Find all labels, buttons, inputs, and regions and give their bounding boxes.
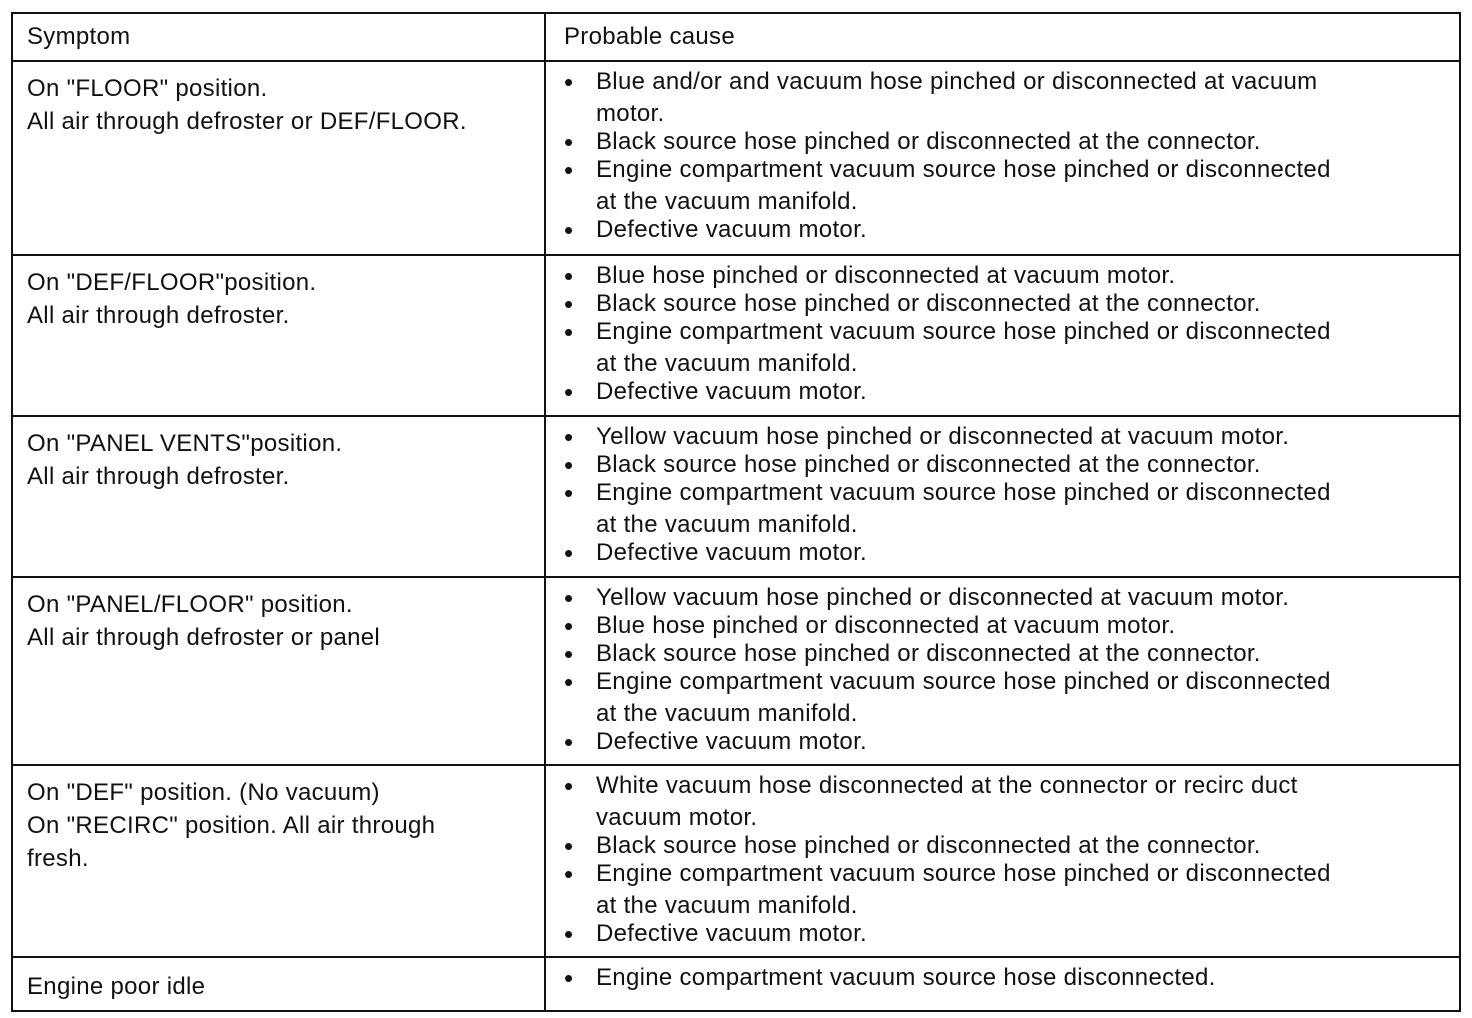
- table-row: [13, 60, 1459, 254]
- cause-text: at the vacuum manifold.: [596, 700, 858, 727]
- symptom-text: On "PANEL/FLOOR" position.: [27, 591, 353, 618]
- symptom-text: On "DEF/FLOOR"position.: [27, 269, 317, 296]
- cause-item: [564, 584, 1439, 612]
- probable-cause-cell: [546, 62, 1459, 254]
- cause-item: [564, 612, 1439, 640]
- cause-item: [564, 68, 1439, 128]
- cause-text: Engine compartment vacuum source hose pinched or disconnected: [596, 479, 1331, 506]
- table-body: [13, 60, 1459, 1010]
- symptom-text: All air through defroster or DEF/FLOOR.: [27, 108, 467, 135]
- cause-text: Blue hose pinched or disconnected at vacuum motor.: [596, 612, 1176, 639]
- table-row: [13, 576, 1459, 764]
- cause-text: Engine compartment vacuum source hose disconnected.: [596, 964, 1216, 991]
- cause-text: Yellow vacuum hose pinched or disconnected at vacuum motor.: [596, 423, 1290, 450]
- cause-text: Black source hose pinched or disconnected at the connector.: [596, 640, 1261, 667]
- cause-text: Engine compartment vacuum source hose pinched or disconnected: [596, 156, 1331, 183]
- cause-item: [564, 539, 1439, 567]
- cause-item: [564, 920, 1439, 948]
- cause-item: [564, 423, 1439, 451]
- symptom-cell: [13, 417, 546, 576]
- cause-text: Blue and/or and vacuum hose pinched or disconnected at vacuum: [596, 68, 1318, 95]
- cause-item: [564, 668, 1439, 728]
- header-probable-cause: Probable cause: [564, 23, 735, 50]
- symptom-text: fresh.: [27, 845, 89, 872]
- probable-cause-cell: [546, 256, 1459, 415]
- cause-item: [564, 378, 1439, 406]
- cause-text: at the vacuum manifold.: [596, 511, 858, 538]
- cause-text: Defective vacuum motor.: [596, 378, 868, 405]
- table-row: [13, 764, 1459, 956]
- symptom-cell: [13, 62, 546, 254]
- symptom-text: Engine poor idle: [27, 973, 206, 1000]
- cause-text: at the vacuum manifold.: [596, 892, 858, 919]
- cause-item: [564, 451, 1439, 479]
- symptom-cell: [13, 578, 546, 764]
- cause-list: [564, 423, 1439, 567]
- cause-item: [564, 832, 1439, 860]
- cause-text: Defective vacuum motor.: [596, 539, 868, 566]
- cause-list: [564, 68, 1439, 244]
- cause-item: [564, 216, 1439, 244]
- cause-item: [564, 640, 1439, 668]
- cause-item: [564, 772, 1439, 832]
- symptom-text: All air through defroster.: [27, 302, 290, 329]
- table-row: [13, 956, 1459, 1010]
- cause-item: [564, 728, 1439, 756]
- symptom-cell: [13, 256, 546, 415]
- troubleshooting-table: [11, 12, 1461, 1012]
- cause-text: motor.: [596, 100, 665, 127]
- cause-text: Blue hose pinched or disconnected at vacuum motor.: [596, 262, 1176, 289]
- symptom-text: On "DEF" position. (No vacuum): [27, 779, 380, 806]
- cause-text: Yellow vacuum hose pinched or disconnected at vacuum motor.: [596, 584, 1290, 611]
- cause-text: at the vacuum manifold.: [596, 350, 858, 377]
- cause-item: [564, 479, 1439, 539]
- cause-text: Defective vacuum motor.: [596, 216, 868, 243]
- cause-item: [564, 290, 1439, 318]
- cause-item: [564, 262, 1439, 290]
- cause-text: Engine compartment vacuum source hose pinched or disconnected: [596, 318, 1331, 345]
- cause-list: [564, 964, 1439, 992]
- symptom-text: All air through defroster.: [27, 463, 290, 490]
- cause-text: Black source hose pinched or disconnected at the connector.: [596, 832, 1261, 859]
- cause-text: vacuum motor.: [596, 804, 758, 831]
- cause-text: Defective vacuum motor.: [596, 920, 868, 947]
- cause-text: at the vacuum manifold.: [596, 188, 858, 215]
- probable-cause-cell: [546, 417, 1459, 576]
- cause-text: Defective vacuum motor.: [596, 728, 868, 755]
- cause-text: Black source hose pinched or disconnected at the connector.: [596, 290, 1261, 317]
- probable-cause-cell: [546, 958, 1459, 1010]
- table-header-row: [13, 14, 1459, 60]
- probable-cause-cell: [546, 578, 1459, 764]
- cause-text: White vacuum hose disconnected at the connector or recirc duct: [596, 772, 1298, 799]
- cause-text: Black source hose pinched or disconnected at the connector.: [596, 451, 1261, 478]
- cause-item: [564, 860, 1439, 920]
- cause-item: [564, 318, 1439, 378]
- table-row: [13, 254, 1459, 415]
- symptom-text: On "PANEL VENTS"position.: [27, 430, 343, 457]
- cause-item: [564, 964, 1439, 992]
- cause-text: Engine compartment vacuum source hose pinched or disconnected: [596, 668, 1331, 695]
- probable-cause-cell: [546, 766, 1459, 956]
- header-symptom: Symptom: [13, 14, 546, 60]
- symptom-text: On "RECIRC" position. All air through: [27, 812, 436, 839]
- cause-text: Engine compartment vacuum source hose pinched or disconnected: [596, 860, 1331, 887]
- cause-list: [564, 772, 1439, 948]
- symptom-cell: [13, 958, 546, 1010]
- symptom-text: All air through defroster or panel: [27, 624, 381, 651]
- symptom-text: On "FLOOR" position.: [27, 75, 268, 102]
- cause-item: [564, 128, 1439, 156]
- cause-list: [564, 584, 1439, 756]
- cause-text: Black source hose pinched or disconnected at the connector.: [596, 128, 1261, 155]
- cause-item: [564, 156, 1439, 216]
- cause-list: [564, 262, 1439, 406]
- table-row: [13, 415, 1459, 576]
- symptom-cell: [13, 766, 546, 956]
